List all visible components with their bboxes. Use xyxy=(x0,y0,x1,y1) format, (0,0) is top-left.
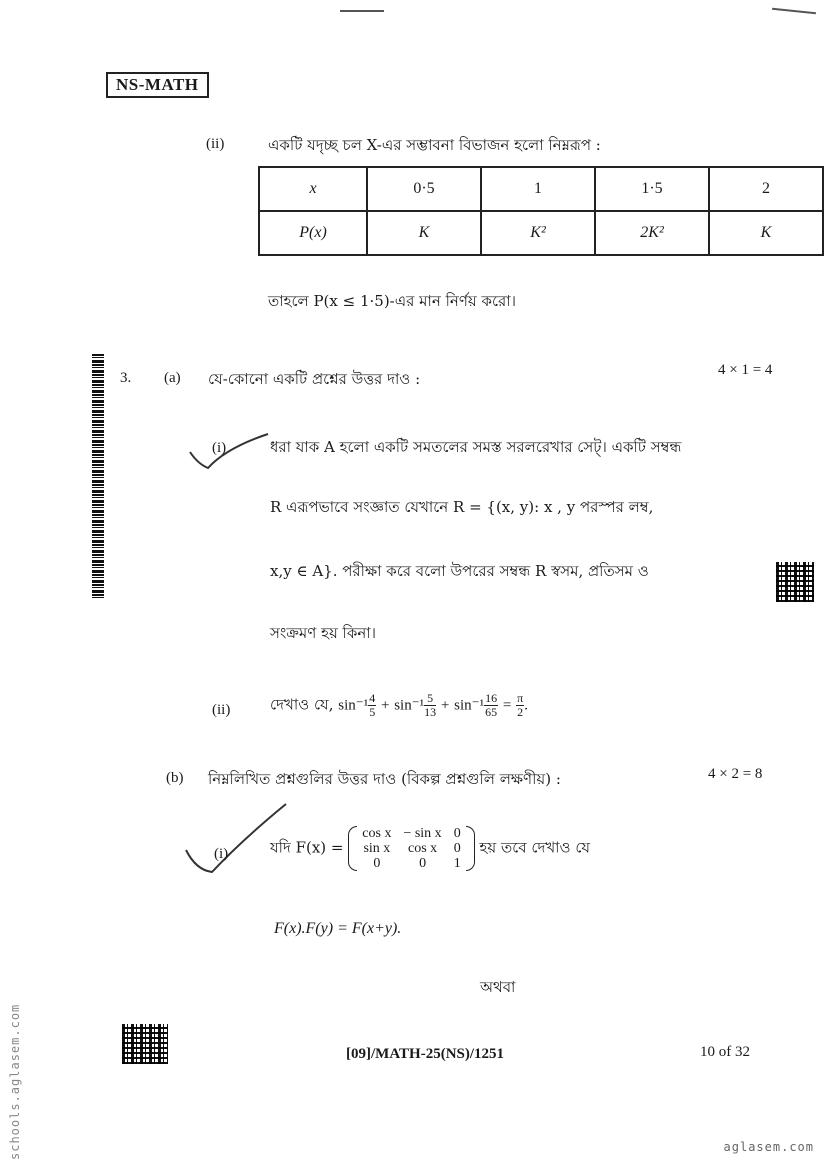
barcode-strip xyxy=(92,354,104,600)
fraction xyxy=(484,692,498,719)
table-cell: K xyxy=(709,211,823,255)
or-label: অথবা xyxy=(480,978,516,996)
fraction xyxy=(424,692,436,719)
q3a-i-line2: R এরূপভাবে সংজ্ঞাত যেখানে R = {(x, y): x , y পরস্পর লম্ব, xyxy=(270,498,654,516)
matrix-cell: − sin x xyxy=(403,826,442,841)
q3a-ii-equation xyxy=(270,692,528,719)
q3b-i-suffix: হয় তবে দেখাও যে xyxy=(479,838,591,857)
denominator: 2 xyxy=(517,705,524,719)
qr-code xyxy=(776,562,814,602)
table-cell: 1·5 xyxy=(595,167,709,211)
q3a-i-line3: x,y ∈ A}. পরীক্ষা করে বলো উপরের সম্বন্ধ R স্বসম, প্রতিসম ও xyxy=(270,562,649,580)
rotation-matrix xyxy=(348,826,474,871)
table-row-x xyxy=(259,167,823,211)
matrix-cell: cos x xyxy=(407,841,438,856)
page-number: 10 of 32 xyxy=(700,1044,750,1060)
paper-code: [09]/MATH-25(NS)/1251 xyxy=(346,1046,505,1062)
qr-code xyxy=(122,1024,168,1064)
q3a-label: (a) xyxy=(164,370,181,386)
q3b-i-equation xyxy=(270,826,590,871)
numerator: π xyxy=(517,691,524,705)
corner-watermark: aglasem.com xyxy=(723,1140,814,1154)
table-cell: K² xyxy=(481,211,595,255)
matrix-cell: 0 xyxy=(373,856,381,871)
top-scan-mark-right xyxy=(772,8,816,15)
q3b-i-result: F(x).F(y) = F(x+y). xyxy=(274,920,402,937)
matrix-cell: 1 xyxy=(453,856,461,871)
table-cell: P(x) xyxy=(259,211,367,255)
q3a-ii-label: (ii) xyxy=(212,702,231,718)
q2ii-intro: একটি যদৃচ্ছ চল X-এর সম্ভাবনা বিভাজন হলো নিম্নরূপ : xyxy=(268,136,601,154)
sin-inverse: sin⁻¹ xyxy=(454,697,485,714)
q3b-i-prefix: যদি F(x) = xyxy=(270,838,344,857)
q3a-i-line4: সংক্রমণ হয় কিনা। xyxy=(270,624,377,642)
matrix-row xyxy=(356,856,466,871)
top-scan-mark xyxy=(340,10,384,12)
q3a-i-line1: ধরা যাক A হলো একটি সমতলের সমস্ত সরলরেখার সেট্। একটি সম্বন্ধ xyxy=(270,438,682,456)
matrix-cell: 0 xyxy=(419,856,427,871)
q3-number: 3. xyxy=(120,370,132,386)
table-row-p xyxy=(259,211,823,255)
q3a-text: যে-কোনো একটি প্রশ্নের উত্তর দাও : xyxy=(208,370,421,388)
numerator: 5 xyxy=(424,692,436,706)
sin-inverse: sin⁻¹ xyxy=(338,697,369,714)
sin-inverse: sin⁻¹ xyxy=(394,697,425,714)
matrix-cell: sin x xyxy=(363,841,391,856)
plus-sign: + xyxy=(440,697,450,714)
q3a-i-label: (i) xyxy=(212,440,227,456)
subject-code-box: NS-MATH xyxy=(106,72,209,98)
q3a-ii-prefix: দেখাও যে, xyxy=(270,695,334,714)
period: . xyxy=(524,697,528,714)
q2ii-label: (ii) xyxy=(206,136,225,152)
equals-sign: = xyxy=(502,697,512,714)
q2ii-ask: তাহলে P(x ≤ 1·5)-এর মান নির্ণয় করো। xyxy=(268,292,516,310)
side-watermark: schools.aglasem.com xyxy=(8,1003,22,1160)
matrix-cell: cos x xyxy=(362,826,392,841)
plus-sign: + xyxy=(380,697,390,714)
denominator: 5 xyxy=(369,705,376,719)
numerator: 4 xyxy=(369,691,376,705)
numerator: 16 xyxy=(485,691,498,705)
q3b-text: নিম্নলিখিত প্রশ্নগুলির উত্তর দাও (বিকল্প প্রশ্নগুলি লক্ষণীয়) : xyxy=(208,770,561,788)
table-cell: 2K² xyxy=(595,211,709,255)
table-cell: K xyxy=(367,211,481,255)
table-cell: 2 xyxy=(709,167,823,211)
table-cell: 1 xyxy=(481,167,595,211)
denominator: 65 xyxy=(485,705,498,719)
q3a-marks: 4 × 1 = 4 xyxy=(718,362,773,378)
matrix-cell: 0 xyxy=(453,841,461,856)
check-mark-icon xyxy=(186,430,272,470)
q3b-i-label: (i) xyxy=(214,846,229,862)
q3b-label: (b) xyxy=(166,770,184,786)
fraction xyxy=(516,692,524,719)
matrix-cell: 0 xyxy=(453,826,461,841)
matrix-row xyxy=(356,841,466,856)
table-cell: 0·5 xyxy=(367,167,481,211)
denominator: 13 xyxy=(424,705,437,719)
table-cell: x xyxy=(259,167,367,211)
distribution-table xyxy=(258,166,824,256)
fraction xyxy=(368,692,376,719)
q3b-marks: 4 × 2 = 8 xyxy=(708,766,763,782)
matrix-row xyxy=(356,826,466,841)
